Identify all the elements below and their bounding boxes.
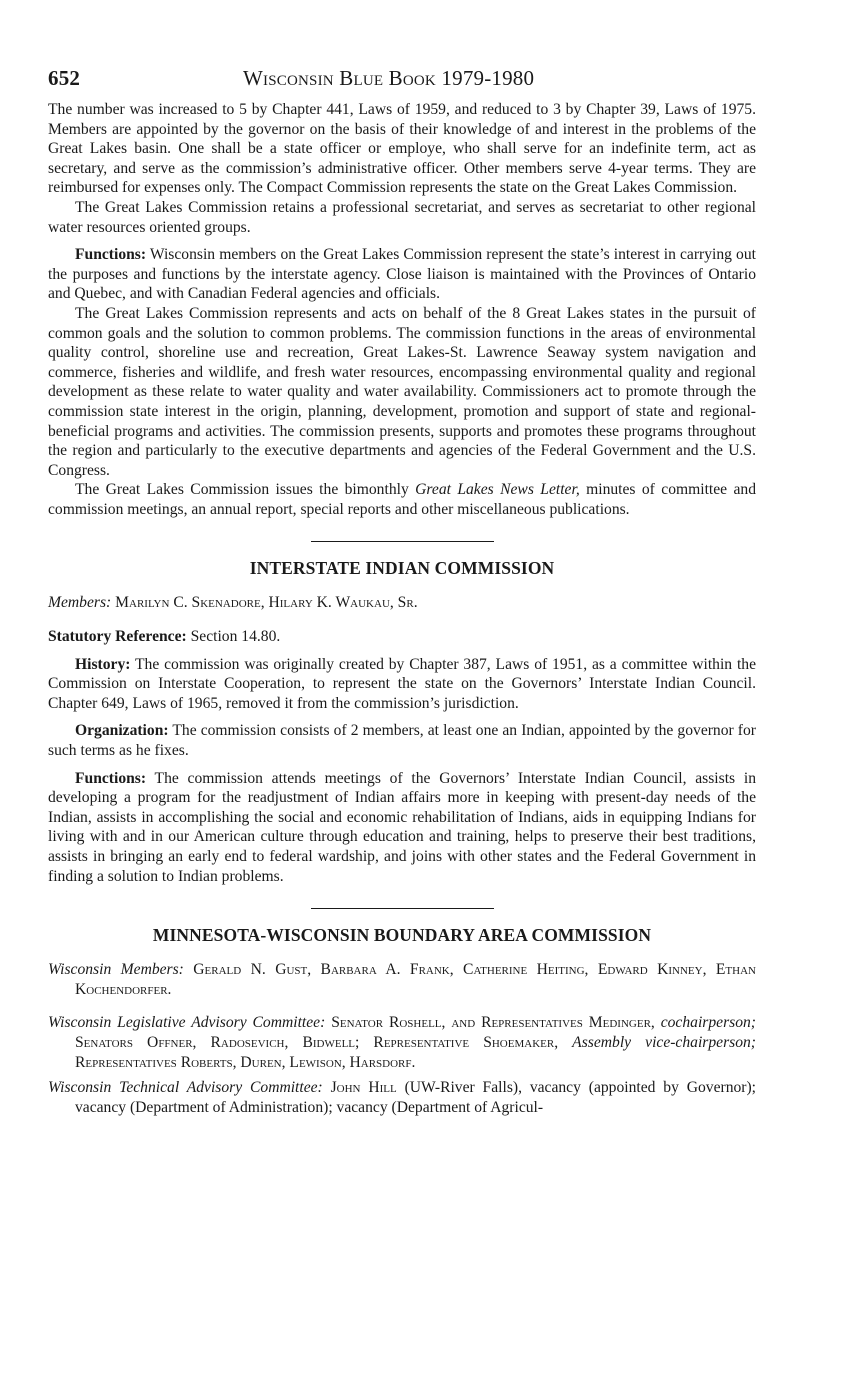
running-head — [48, 66, 756, 100]
functions-text: The commission attends meetings of the Governors’ Interstate Indian Council, assists in developing a program for the readjustment of Indian affairs more in keeping with present-day needs of the Indian, assists in accomplishing the social and economic rehabilitation of Indians, aids in equipping Indians for living with and in our American culture through education and training, helps to preserve their best traditions, assists in bringing an early end to federal wardship, and joins with other states and the Federal Government in finding a solution to Indian problems. — [48, 769, 756, 885]
organization-paragraph — [48, 721, 756, 760]
legislative-committee-label: Wisconsin Legislative Advisory Committee: — [48, 1014, 326, 1032]
technical-committee-entry — [48, 1078, 756, 1117]
legislative-committee-entry — [48, 1013, 756, 1072]
statutory-text: Section 14.80. — [186, 628, 281, 646]
legislative-role: cochairperson; — [660, 1014, 756, 1032]
technical-committee-label: Wisconsin Technical Advisory Committee: — [48, 1079, 323, 1097]
section-heading: INTERSTATE INDIAN COMMISSION — [249, 558, 555, 579]
wisconsin-members-names: Gerald N. Gust, Barbara A. Frank, Catherine Heiting, Edward Kinney, Ethan Kochendorfer. — [75, 961, 756, 998]
legislative-names: Senators Offner, Radosevich, Bidwell; Representative Shoemaker, — [75, 1033, 573, 1051]
technical-name: John Hill — [322, 1079, 397, 1097]
great-lakes-section — [48, 100, 756, 519]
book-title: Wisconsin Blue Book 1979-1980 — [243, 66, 535, 90]
functions-paragraph — [48, 245, 756, 304]
members-label: Members: — [48, 594, 112, 612]
wisconsin-members-entry — [48, 960, 756, 999]
paragraph: The Great Lakes Commission represents and acts on behalf of the 8 Great Lakes states in the pursuit of common goals and the solution to common problems. The commission functions in the areas of environmental quality control, shoreline use and recreation, Great Lakes-St. Lawrence Seaway system navigation and commerce, fisheries and wildlife, and fresh water resources, encompassing environmental quality and regional development as these relate to water quality and water availability. Commissioners act to promote through the commission state interest in the origin, planning, development, promotion and support of state and regional-beneficial programs and activities. The commission presents, supports and promotes these programs throughout the region and particularly to the executive departments and agencies of the Federal Government and the U.S. Congress. — [48, 304, 756, 479]
publications-text-end: minutes of committee and commission meetings, an annual report, special reports and other miscellaneous publications. — [48, 481, 756, 518]
legislative-names: Senator Roshell, and Representatives Medinger, — [325, 1014, 661, 1032]
history-label: History: — [75, 655, 131, 673]
technical-text: (UW-River Falls), vacancy (appointed by Governor); vacancy (Department of Administration); vacancy (Department of Agricul- — [75, 1079, 757, 1116]
history-paragraph — [48, 655, 756, 714]
functions-paragraph — [48, 769, 756, 887]
legislative-role: Assembly vice-chairperson; — [572, 1033, 756, 1051]
members-line — [48, 593, 756, 613]
newsletter-title: Great Lakes News Letter, — [415, 481, 580, 499]
interstate-indian-section — [48, 558, 756, 886]
functions-text: Wisconsin members on the Great Lakes Commission represent the state’s interest in carrying out the purposes and functions by the interstate agency. Close liaison is maintained with the Provinces of Ontario and Quebec, and with Canadian Federal agencies and officials. — [48, 246, 756, 303]
section-heading: MINNESOTA-WISCONSIN BOUNDARY AREA COMMISSION — [152, 925, 652, 946]
section-divider — [311, 908, 494, 909]
statutory-label: Statutory Reference: — [48, 628, 187, 646]
page — [48, 66, 756, 1117]
paragraph: The number was increased to 5 by Chapter 441, Laws of 1959, and reduced to 3 by Chapter 39, Laws of 1975. Members are appointed by the governor on the basis of their knowledge of and interest in the problems of the Great Lakes basin. One shall be a state officer or employe, who shall serve for an indefinite term, act as secretary, and serve as the commission’s administrative officer. Other members serve 4-year terms. They are reimbursed for expenses only. The Compact Commission represents the state on the Great Lakes Commission. — [48, 101, 756, 197]
organization-text: The commission consists of 2 members, at least one an Indian, appointed by the governor for such terms as he fixes. — [48, 722, 756, 760]
publications-paragraph — [48, 480, 756, 519]
members-names: Marilyn C. Skenadore, Hilary K. Waukau, Sr. — [111, 594, 418, 612]
organization-label: Organization: — [75, 722, 169, 740]
wisconsin-members-label: Wisconsin Members: — [48, 961, 184, 979]
history-text: The commission was originally created by Chapter 387, Laws of 1951, as a committee within the Commission on Interstate Cooperation, to represent the state on the Governors’ Interstate Indian Council. Chapter 649, Laws of 1965, removed it from the commission’s jurisdiction. — [48, 655, 756, 712]
functions-label: Functions: — [75, 769, 147, 787]
legislative-names: Representatives Roberts, Duren, Lewison, Harsdorf. — [75, 1053, 416, 1071]
statutory-line — [48, 627, 756, 647]
section-divider — [311, 541, 494, 542]
publications-text: The Great Lakes Commission issues the bimonthly — [75, 481, 416, 499]
page-number: 652 — [48, 66, 81, 90]
minnesota-wisconsin-section — [48, 925, 756, 1117]
paragraph: The Great Lakes Commission retains a professional secretariat, and serves as secretariat to other regional water resources oriented groups. — [48, 198, 756, 236]
functions-label: Functions: — [75, 246, 147, 264]
